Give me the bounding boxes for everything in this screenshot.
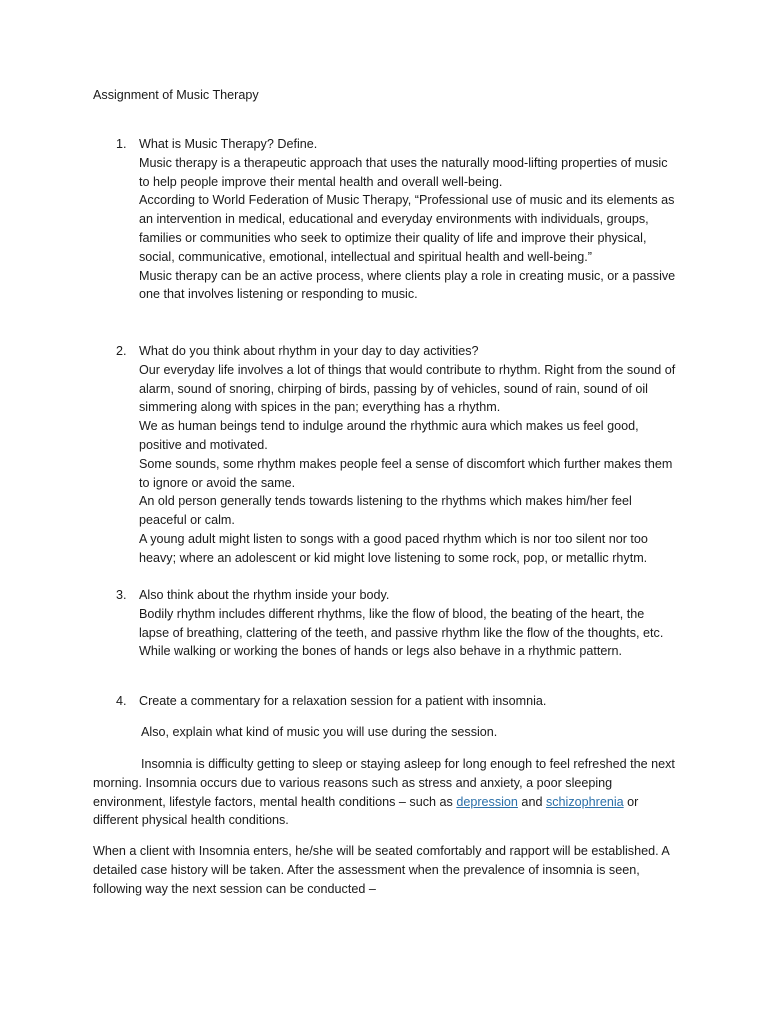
answer-paragraph: Our everyday life involves a lot of things that would contribute to rhythm. Right from the sound of alarm, sound of snoring, chirping of birds, passing by of vehicles, sound of rain, sound of oil simmering along with spices in the pan; everything has a rhythm. xyxy=(139,362,676,415)
document-title: Assignment of Music Therapy xyxy=(93,88,259,102)
question-1 xyxy=(116,135,676,304)
question-text: What do you think about rhythm in your day to day activities? xyxy=(139,344,479,358)
answer-paragraph: Music therapy can be an active process, where clients play a role in creating music, or a passive one that involves listening or responding to music. xyxy=(139,268,676,302)
answer-paragraph: Bodily rhythm includes different rhythms, like the flow of blood, the beating of the heart, the lapse of breathing, clattering of the teeth, and passive rhythm like the flow of the thoughts, etc. xyxy=(139,606,664,640)
question-text: What is Music Therapy? Define. xyxy=(139,137,318,151)
question-text: Create a commentary for a relaxation session for a patient with insomnia. xyxy=(139,694,547,708)
answer-paragraph: While walking or working the bones of hands or legs also behave in a rhythmic pattern. xyxy=(139,644,623,659)
answer-paragraph: A young adult might listen to songs with a good paced rhythm which is nor too silent nor too heavy; where an adolescent or kid might love listening to some rock, pop, or metallic rhytm. xyxy=(139,531,648,565)
insomnia-text: or different physical health conditions. xyxy=(93,794,639,828)
question-4 xyxy=(116,692,676,711)
question-3 xyxy=(116,586,676,661)
closing-paragraph: When a client with Insomnia enters, he/she will be seated comfortably and rapport will be established. A detailed case history will be taken. After the assessment when the prevalence of insomnia is seen, following way the next session can be conducted – xyxy=(93,844,670,896)
question-number: 1. xyxy=(116,137,127,151)
answer-paragraph: We as human beings tend to indulge around the rhythmic aura which makes us feel good, positive and motivated. xyxy=(139,419,639,452)
question-number: 3. xyxy=(116,588,127,602)
answer-paragraph: According to World Federation of Music Therapy, “Professional use of music and its elements as an intervention in medical, educational and everyday environments with individuals, groups, families or communities who seek to optimize their quality of life and improve their physical, social, communicative, emotional, intellectual and spiritual health and well-being.” xyxy=(139,193,675,264)
depression-link[interactable]: depression xyxy=(456,794,518,809)
answer-paragraph: Music therapy is a therapeutic approach that uses the naturally mood-lifting properties of music to help people improve their mental health and overall well-being. xyxy=(139,155,668,189)
answer-paragraph: An old person generally tends towards listening to the rhythms which makes him/her feel peaceful or calm. xyxy=(139,494,632,528)
question-number: 2. xyxy=(116,344,127,358)
insomnia-text: Insomnia is difficulty getting to sleep or staying asleep for long enough to feel refreshed the next morning. Insomnia occurs due to various reasons such as stress and anxiety, a poor sleeping environment, lifestyle factors, mental health conditions – such as xyxy=(93,757,675,809)
question-number: 4. xyxy=(116,694,127,708)
question-text: Also think about the rhythm inside your body. xyxy=(139,588,390,602)
schizophrenia-link[interactable]: schizophrenia xyxy=(545,794,624,809)
question-followup: Also, explain what kind of music you will use during the session. xyxy=(141,725,498,739)
question-2 xyxy=(116,342,676,568)
insomnia-text: and xyxy=(517,794,546,809)
answer-paragraph: Some sounds, some rhythm makes people feel a sense of discomfort which further makes them to ignore or avoid the same. xyxy=(139,456,673,490)
insomnia-paragraph xyxy=(93,755,678,830)
